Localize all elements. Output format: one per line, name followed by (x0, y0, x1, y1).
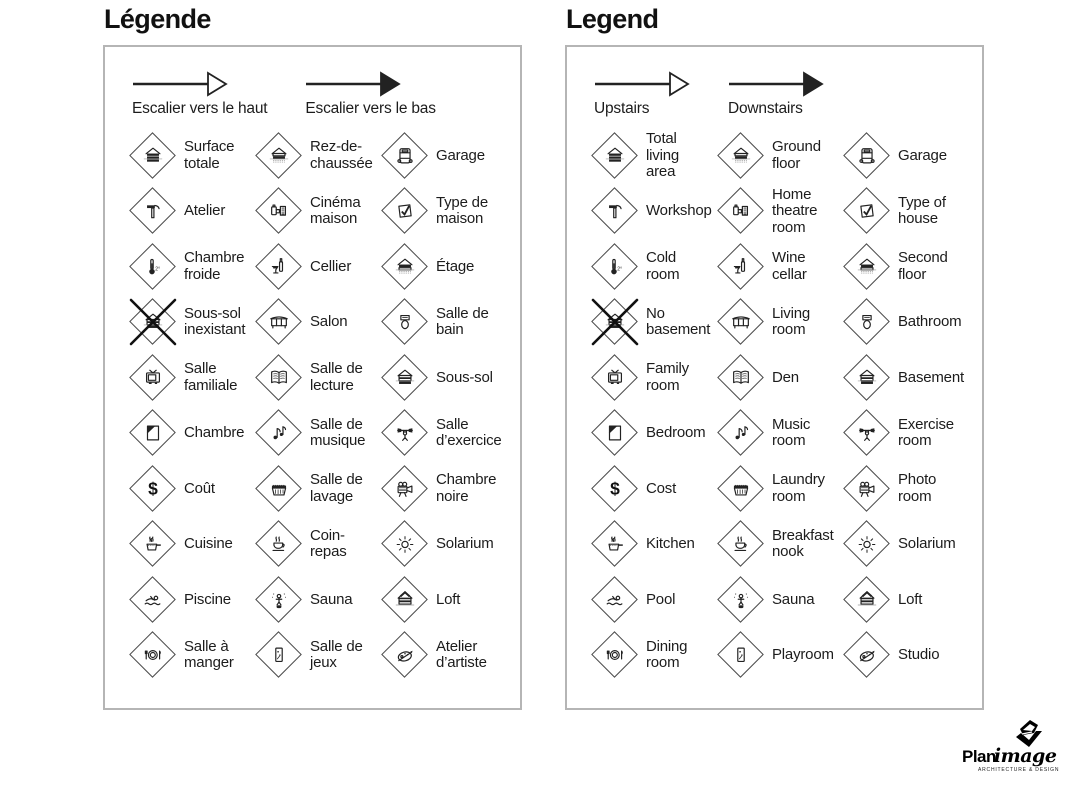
legend-item (130, 355, 256, 401)
legend-item (130, 577, 256, 623)
cross-out-icon (587, 294, 643, 350)
legend-item-label: Atelier (184, 202, 226, 219)
upstairs-arrow-label: Escalier vers le haut (132, 100, 268, 117)
legend-item (130, 466, 256, 512)
legend-item (130, 299, 256, 345)
legend-icon (256, 299, 302, 345)
workshop-icon (604, 200, 626, 222)
studio-icon (856, 644, 878, 666)
legend-icon (382, 188, 428, 234)
legend-item-label: Sauna (310, 590, 353, 608)
legend-icon (256, 577, 302, 623)
planimage-wordmark (962, 745, 1056, 767)
svg-text:$: $ (610, 478, 620, 499)
legend-item (844, 632, 970, 678)
legend-item-label: Studio (898, 646, 940, 663)
exercise-room-icon (856, 422, 878, 444)
legend-item (718, 521, 844, 567)
cost-icon (604, 478, 626, 500)
loft-icon (856, 589, 878, 611)
legend-icon (382, 577, 428, 623)
legend-icon (844, 521, 890, 567)
legend-item (844, 299, 970, 345)
sauna-icon (730, 589, 752, 611)
downstairs-arrow-label: Downstairs (728, 100, 803, 117)
legend-item-label: Laundry room (772, 471, 825, 505)
stairs-arrows-french (105, 47, 520, 118)
dining-room-icon (142, 644, 164, 666)
legend-item-label: Sous-sol (436, 368, 493, 386)
downstairs-arrow-icon (728, 71, 824, 97)
legend-item (382, 577, 508, 623)
playroom-icon (730, 644, 752, 666)
legend-icon (844, 299, 890, 345)
legend-icon (718, 410, 764, 456)
legend-item (130, 188, 256, 234)
kitchen-icon (604, 533, 626, 555)
legend-item-label: Kitchen (646, 535, 695, 552)
legend-item (844, 355, 970, 401)
photo-room-icon (394, 478, 416, 500)
laundry-room-icon (268, 478, 290, 500)
pool-icon (604, 589, 626, 611)
legend-icon (592, 466, 638, 512)
cost-icon (142, 478, 164, 500)
ground-floor-icon (730, 145, 752, 167)
legend-icon (844, 466, 890, 512)
legend-item-label: Salle à manger (184, 637, 234, 672)
legend-item (718, 299, 844, 345)
legend-item-label: Wine cellar (772, 249, 807, 283)
legend-item (844, 244, 970, 290)
legend-item-label: Garage (436, 146, 485, 164)
svg-text:$: $ (148, 478, 158, 499)
legend-item (256, 521, 382, 567)
garage-icon (394, 145, 416, 167)
laundry-room-icon (730, 478, 752, 500)
legend-icon (592, 244, 638, 290)
legend-icon (130, 188, 176, 234)
workshop-icon (142, 200, 164, 222)
legend-item-label: Bedroom (646, 424, 706, 441)
legend-item (718, 133, 844, 179)
upstairs-arrow-item (132, 71, 267, 118)
legend-icon (844, 188, 890, 234)
legend-item (844, 133, 970, 179)
legend-icon (844, 133, 890, 179)
legend-icon (844, 244, 890, 290)
legend-icon (130, 577, 176, 623)
legend-item-label: Cuisine (184, 535, 233, 552)
legend-item-label: Cellier (310, 257, 352, 275)
legend-item-label: Garage (898, 146, 947, 164)
legend-item (592, 299, 718, 345)
second-floor-icon (856, 256, 878, 278)
legend-item (592, 355, 718, 401)
legend-item (130, 244, 256, 290)
wine-cellar-icon (730, 256, 752, 278)
legend-item (382, 188, 508, 234)
legend-item-label: Rez-de-chaussée (310, 138, 373, 172)
legend-item (382, 521, 508, 567)
legend-icon (718, 466, 764, 512)
legend-item-label: Sauna (772, 590, 815, 608)
legend-item (718, 244, 844, 290)
legend-icon (256, 133, 302, 179)
legend-icon (718, 244, 764, 290)
legend-icon (382, 410, 428, 456)
legend-item-label: Exercise room (898, 415, 954, 450)
second-floor-icon (394, 256, 416, 278)
sauna-icon (268, 589, 290, 611)
legend-item-label: Playroom (772, 646, 834, 663)
svg-text:2°: 2° (617, 266, 623, 273)
legend-icon (130, 466, 176, 512)
legend-item (592, 188, 718, 234)
legend-item (592, 466, 718, 512)
legend-grid-french (105, 128, 520, 683)
legend-item-label: Basement (898, 368, 964, 386)
music-room-icon (268, 422, 290, 444)
panel-box-french (103, 45, 522, 710)
legend-item-label: Family room (646, 360, 689, 394)
family-room-icon (142, 367, 164, 389)
legend-item (592, 244, 718, 290)
legend-icon (256, 632, 302, 678)
legend-item-label: Type of house (898, 193, 946, 228)
legend-item (718, 577, 844, 623)
legend-icon (382, 355, 428, 401)
legend-icon (592, 577, 638, 623)
legend-item (130, 632, 256, 678)
legend-icon (592, 299, 638, 345)
legend-item-label: Salle familiale (184, 360, 238, 394)
legend-item-label: Chambre noire (436, 471, 497, 505)
legend-item (844, 466, 970, 512)
den-icon (268, 367, 290, 389)
legend-item (718, 632, 844, 678)
legend-item (256, 355, 382, 401)
legend-item (718, 187, 844, 237)
legend-icon (718, 577, 764, 623)
playroom-icon (268, 644, 290, 666)
legend-item (130, 410, 256, 456)
cold-room-icon (604, 256, 626, 278)
legend-icon (382, 466, 428, 512)
legend-item (256, 466, 382, 512)
legend-item-label: Total living area (646, 130, 679, 180)
loft-icon (394, 589, 416, 611)
pool-icon (142, 589, 164, 611)
legend-item-label: Coût (184, 479, 215, 497)
bathroom-icon (856, 311, 878, 333)
legend-icon (844, 355, 890, 401)
legend-item (256, 577, 382, 623)
legend-item-label: Loft (898, 590, 923, 608)
legend-item-label: Surface totale (184, 138, 235, 172)
legend-icon (592, 133, 638, 179)
dining-room-icon (604, 644, 626, 666)
legend-item-label: Sous-sol inexistant (184, 304, 246, 339)
legend-item (256, 188, 382, 234)
legend-icon (592, 410, 638, 456)
downstairs-arrow-icon (305, 71, 401, 97)
legend-item (844, 521, 970, 567)
legend-icon (130, 632, 176, 678)
breakfast-nook-icon (268, 533, 290, 555)
panel-box-english (565, 45, 984, 710)
kitchen-icon (142, 533, 164, 555)
legend-item (256, 133, 382, 179)
legend-item-label: Ground floor (772, 138, 821, 172)
legend-item-label: Breakfast nook (772, 526, 834, 561)
legend-icon (130, 299, 176, 345)
legend-icon (718, 355, 764, 401)
house-type-icon (394, 200, 416, 222)
legend-icon (844, 577, 890, 623)
legend-item-label: Home theatre room (772, 185, 818, 236)
panel-title-french: Légende (104, 4, 211, 34)
legend-icon (718, 188, 764, 234)
legend-item (256, 244, 382, 290)
legend-item-label: Music room (772, 415, 811, 450)
legend-item-label: Den (772, 368, 799, 386)
bedroom-icon (604, 422, 626, 444)
cold-room-icon (142, 256, 164, 278)
legend-panel-french (103, 2, 522, 710)
planimage-logo (962, 721, 1066, 777)
legend-icon (256, 188, 302, 234)
legend-item (130, 521, 256, 567)
house-type-icon (856, 200, 878, 222)
upstairs-arrow-icon (594, 71, 690, 97)
legend-item (718, 355, 844, 401)
legend-item-label: Salle de bain (436, 304, 489, 339)
stairs-arrows-english (567, 47, 982, 118)
legend-icon (256, 466, 302, 512)
legend-item (592, 410, 718, 456)
legend-item-label: Solarium (898, 535, 956, 552)
photo-room-icon (856, 478, 878, 500)
legend-item (382, 632, 508, 678)
legend-icon (844, 410, 890, 456)
legend-item (844, 188, 970, 234)
legend-icon (256, 244, 302, 290)
svg-text:2°: 2° (155, 266, 161, 273)
legend-item-label: Salle d’exercice (436, 415, 502, 450)
legend-item (382, 466, 508, 512)
legend-icon (382, 244, 428, 290)
downstairs-arrow-label: Escalier vers le bas (305, 100, 436, 117)
legend-icon (382, 133, 428, 179)
garage-icon (856, 145, 878, 167)
legend-icon (592, 521, 638, 567)
brand-plan-text: Plan (962, 747, 996, 766)
basement-icon (856, 367, 878, 389)
legend-icon (256, 410, 302, 456)
exercise-room-icon (394, 422, 416, 444)
family-room-icon (604, 367, 626, 389)
legend-item-label: Cost (646, 479, 677, 497)
legend-item-label: No basement (646, 304, 711, 339)
downstairs-arrow-item (305, 71, 435, 118)
legend-icon (130, 355, 176, 401)
legend-item-label: Pool (646, 590, 676, 608)
legend-item-label: Salle de lavage (310, 471, 363, 505)
logo-tagline: ARCHITECTURE & DESIGN (978, 767, 1060, 773)
legend-item-label: Étage (436, 257, 475, 275)
legend-item-label: Salon (310, 313, 348, 330)
legend-item-label: Salle de musique (310, 415, 366, 450)
living-room-icon (730, 311, 752, 333)
bathroom-icon (394, 311, 416, 333)
legend-item-label: Salle de jeux (310, 637, 363, 672)
bedroom-icon (142, 422, 164, 444)
legend-item (382, 410, 508, 456)
music-room-icon (730, 422, 752, 444)
legend-icon (130, 410, 176, 456)
legend-item-label: Solarium (436, 535, 494, 552)
legend-icon (592, 632, 638, 678)
legend-icon (382, 632, 428, 678)
legend-item-label: Loft (436, 590, 461, 608)
breakfast-nook-icon (730, 533, 752, 555)
legend-item-label: Bathroom (898, 313, 962, 330)
legend-item (256, 632, 382, 678)
upstairs-arrow-icon (132, 71, 228, 97)
legend-icon (844, 632, 890, 678)
downstairs-arrow-item (728, 71, 824, 118)
legend-icon (130, 133, 176, 179)
legend-item (130, 133, 256, 179)
legend-item-label: Second floor (898, 249, 948, 283)
legend-item-label: Chambre (184, 424, 245, 441)
solarium-icon (394, 533, 416, 555)
home-theatre-icon (730, 200, 752, 222)
legend-item-label: Chambre froide (184, 249, 245, 283)
total-area-icon (142, 145, 164, 167)
legend-item (382, 355, 508, 401)
legend-icon (382, 299, 428, 345)
panel-title-english: Legend (566, 4, 659, 34)
legend-item-label: Living room (772, 304, 810, 339)
total-area-icon (604, 145, 626, 167)
legend-item (592, 577, 718, 623)
legend-icon (718, 632, 764, 678)
legend-icon (256, 521, 302, 567)
legend-item (256, 299, 382, 345)
legend-item (382, 299, 508, 345)
legend-panel-english (565, 2, 984, 710)
den-icon (730, 367, 752, 389)
ground-floor-icon (268, 145, 290, 167)
legend-icon (592, 355, 638, 401)
legend-item-label: Coin-repas (310, 526, 347, 561)
brand-image-text: image (993, 745, 1057, 767)
legend-item-label: Dining room (646, 637, 688, 672)
legend-item (382, 244, 508, 290)
legend-item-label: Piscine (184, 590, 231, 608)
home-theatre-icon (268, 200, 290, 222)
legend-item (844, 410, 970, 456)
legend-icon (718, 133, 764, 179)
legend-item (592, 632, 718, 678)
legend-icon (130, 521, 176, 567)
legend-item-label: Photo room (898, 471, 937, 505)
legend-item (718, 410, 844, 456)
upstairs-arrow-label: Upstairs (594, 100, 650, 117)
basement-icon (394, 367, 416, 389)
studio-icon (394, 644, 416, 666)
cross-out-icon (125, 294, 181, 350)
legend-icon (382, 521, 428, 567)
legend-item-label: Cinéma maison (310, 193, 361, 228)
legend-item-label: Atelier d’artiste (436, 637, 487, 672)
legend-grid-english (567, 128, 982, 683)
legend-item-label: Cold room (646, 249, 680, 283)
legend-item (592, 521, 718, 567)
legend-item (256, 410, 382, 456)
legend-item (718, 466, 844, 512)
legend-item-label: Type de maison (436, 193, 488, 228)
legend-item-label: Workshop (646, 202, 712, 219)
legend-icon (130, 244, 176, 290)
legend-icon (718, 521, 764, 567)
legend-item-label: Salle de lecture (310, 360, 363, 394)
upstairs-arrow-item (594, 71, 690, 118)
wine-cellar-icon (268, 256, 290, 278)
legend-item (382, 133, 508, 179)
legend-icon (718, 299, 764, 345)
legend-item (592, 131, 718, 181)
legend-icon (592, 188, 638, 234)
legend-item (844, 577, 970, 623)
living-room-icon (268, 311, 290, 333)
solarium-icon (856, 533, 878, 555)
legend-icon (256, 355, 302, 401)
